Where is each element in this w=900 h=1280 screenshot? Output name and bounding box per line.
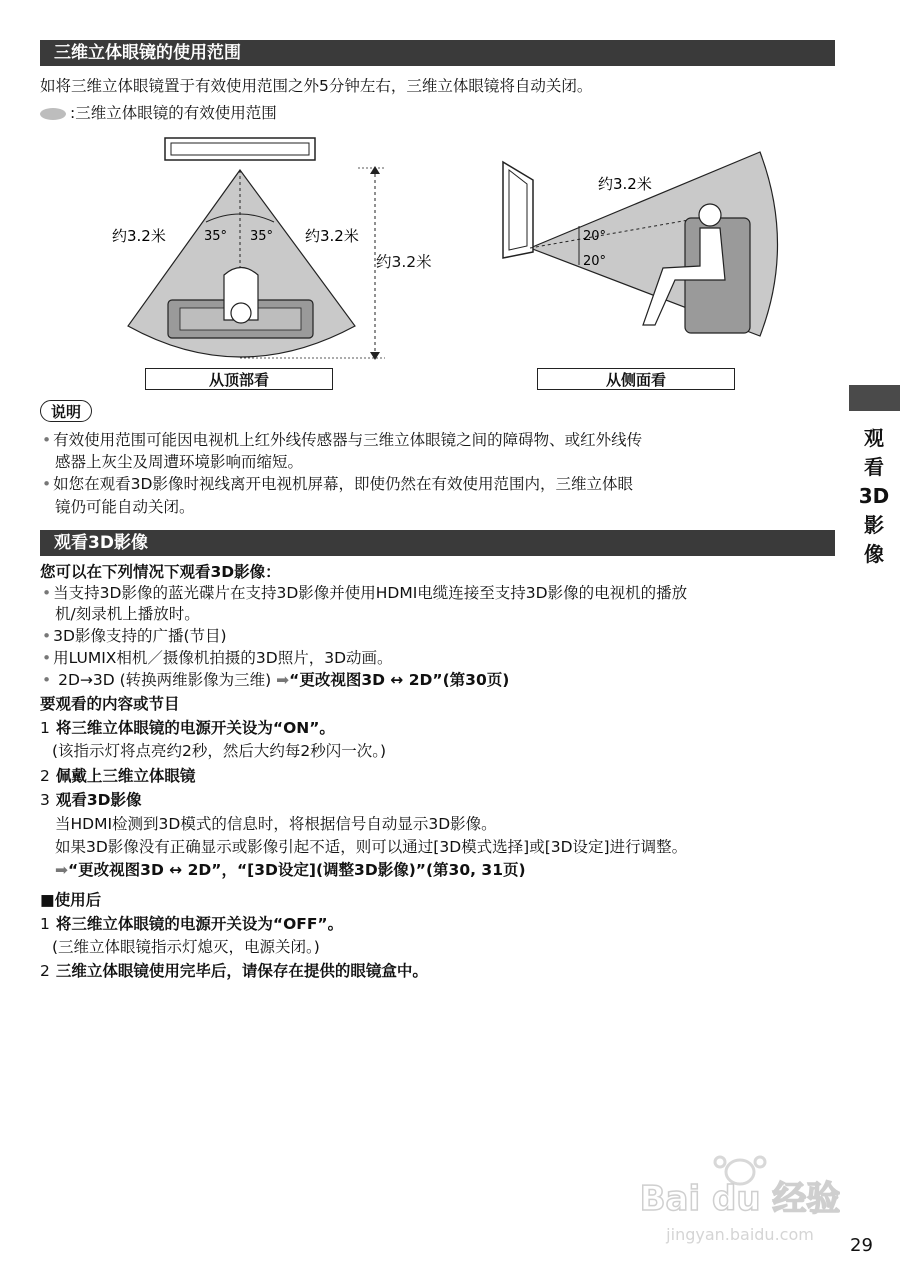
- top-dist-left: 约3.2米: [112, 227, 166, 245]
- after-step-2: 2 三维立体眼镜使用完毕后，请保存在提供的眼镜盒中。: [40, 962, 428, 980]
- side-tab-marker: [849, 385, 900, 411]
- note-item-2-line-1: • 如您在观看3D影像时视线离开电视机屏幕，即使仍然在有效使用范围内，三维立体眼: [42, 474, 633, 494]
- arrow-right-icon: ➡: [55, 861, 68, 879]
- range-legend: [40, 103, 277, 123]
- steps-heading: 要观看的内容或节目: [40, 695, 180, 713]
- top-view-caption: 从顶部看: [145, 368, 333, 390]
- step-3-detail-2: 如果3D影像没有正确显示或影像引起不适，则可以通过[3D模式选择]或[3D设定]进行调整。: [55, 838, 688, 856]
- can-watch-heading: 您可以在下列情况下观看3D影像：: [40, 563, 281, 581]
- case-1-line-2: 机/刻录机上播放时。: [55, 605, 200, 623]
- case-4-reference: “更改视图3D ↔ 2D”(第30页): [289, 671, 510, 689]
- case-4: • 2D→3D (转换两维影像为三维) ➡“更改视图3D ↔ 2D”(第30页): [42, 670, 509, 690]
- range-intro: 如将三维立体眼镜置于有效使用范围之外5分钟左右，三维立体眼镜将自动关闭。: [40, 77, 593, 95]
- case-1-line-1: • 当支持3D影像的蓝光碟片在支持3D影像并使用HDMI电缆连接至支持3D影像的电视机的播放: [42, 583, 687, 603]
- after-use-heading: ■使用后: [40, 891, 102, 909]
- svg-text:Bai du 经验: Bai du 经验: [640, 1179, 840, 1219]
- person-side-icon: [699, 204, 721, 226]
- range-legend-text: :三维立体眼镜的有效使用范围: [70, 104, 277, 122]
- svg-text:jingyan.baidu.com: jingyan.baidu.com: [666, 1225, 814, 1244]
- range-legend-swatch: [40, 108, 66, 120]
- side-angle-down: 20°: [583, 254, 607, 269]
- side-tab-label: 观 看 3D 影 像: [858, 426, 890, 566]
- top-angle-right: 35°: [250, 229, 274, 244]
- after-step-1: 1 将三维立体眼镜的电源开关设为“OFF”。: [40, 915, 344, 933]
- top-angle-left: 35°: [204, 229, 228, 244]
- side-view-diagram: [495, 140, 785, 365]
- note-item-2-line-2: 镜仍可能自动关闭。: [55, 498, 195, 516]
- step-3: 3 观看3D影像: [40, 791, 142, 809]
- note-item-1-line-2: 感器上灰尘及周遭环境影响而缩短。: [55, 453, 304, 471]
- step-1: 1 将三维立体眼镜的电源开关设为“ON”。: [40, 719, 335, 737]
- note-item-1-line-1: • 有效使用范围可能因电视机上红外线传感器与三维立体眼镜之间的障碍物、或红外线传: [42, 430, 642, 450]
- side-view-caption: 从侧面看: [537, 368, 735, 390]
- step-2: 2 佩戴上三维立体眼镜: [40, 767, 196, 785]
- case-3: • 用LUMIX相机／摄像机拍摄的3D照片，3D动画。: [42, 648, 393, 668]
- arrow-right-icon: ➡: [276, 671, 290, 689]
- page-number: 29: [850, 1235, 873, 1256]
- section-title-watch-3d: 观看3D影像: [40, 530, 835, 556]
- top-view-diagram: [100, 130, 400, 365]
- top-dist-depth: 约3.2米: [376, 253, 432, 271]
- top-dist-right: 约3.2米: [305, 227, 359, 245]
- after-step-1-detail: (三维立体眼镜指示灯熄灭，电源关闭。): [52, 938, 320, 956]
- side-angle-up: 20°: [583, 229, 607, 244]
- step-3-detail-1: 当HDMI检测到3D模式的信息时，将根据信号自动显示3D影像。: [55, 815, 497, 833]
- step-1-detail: (该指示灯将点亮约2秒，然后大约每2秒闪一次。): [52, 742, 387, 760]
- note-badge: 说明: [40, 400, 92, 422]
- case-2: • 3D影像支持的广播(节目): [42, 626, 227, 646]
- baidu-watermark-logo: [640, 1150, 840, 1260]
- side-dist: 约3.2米: [598, 175, 652, 193]
- section-title-range: 三维立体眼镜的使用范围: [40, 40, 835, 66]
- step-3-reference: ➡“更改视图3D ↔ 2D”，“[3D设定](调整3D影像)”(第30, 31页): [55, 861, 526, 879]
